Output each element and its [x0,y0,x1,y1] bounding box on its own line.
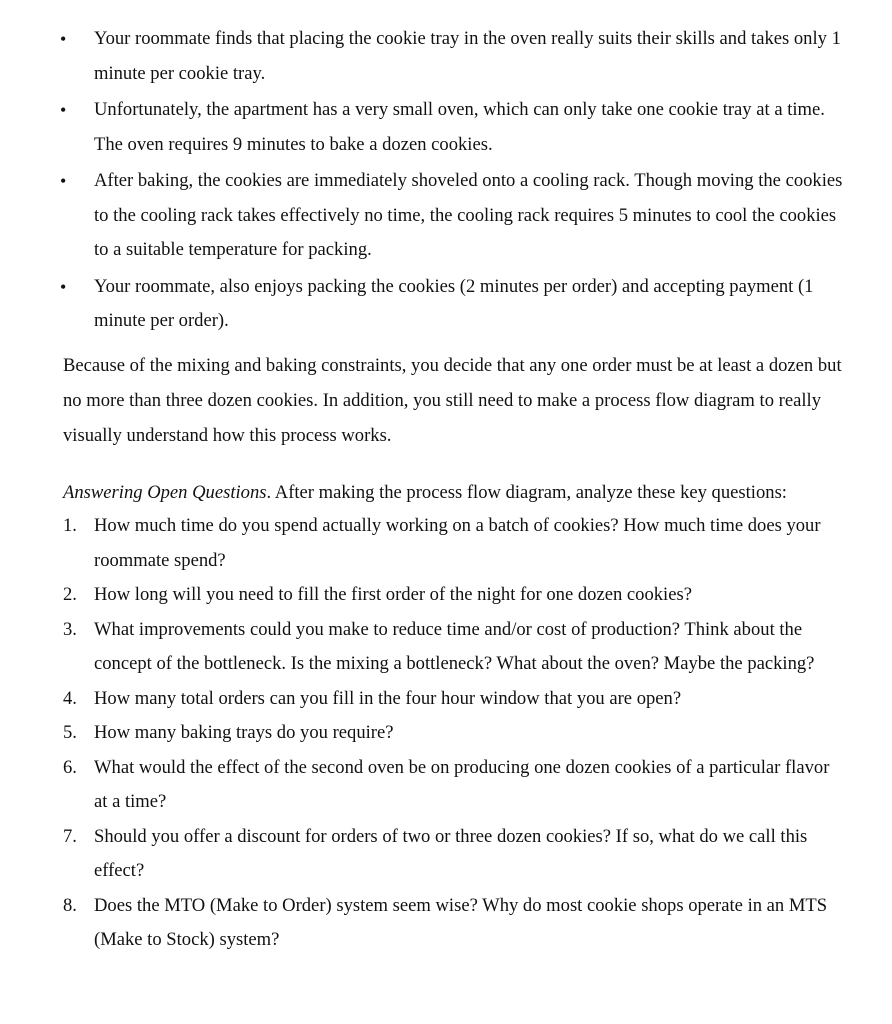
question-number: 6. [63,756,77,778]
questions-intro-lead: Answering Open Questions [63,482,267,503]
question-number: 7. [63,825,77,847]
question-number: 3. [63,618,77,640]
bullet-text: Your roommate, also enjoys packing the cookies (2 minutes per order) and accepting payment (1 minute per order). [94,275,814,331]
questions-intro-text: . After making the process flow diagram, analyze these key questions: [266,482,787,503]
question-item [0,682,892,717]
constraints-paragraph: Because of the mixing and baking constraints, you decide that any one order must be at least a dozen but no more than three dozen cookies. In addition, you still need to make a process flow diagram to really visually understand how this process works. [63,355,842,446]
question-number: 8. [63,894,77,916]
open-questions-list [0,509,892,958]
question-number: 2. [63,584,77,605]
bullet-text: After baking, the cookies are immediately shoveled onto a cooling rack. Though moving the cookies to the cooling rack takes effectively no time, the cooling rack requires 5 minutes to cool the cookies to a suitable temperature for packing. [94,170,843,260]
question-number: 4. [63,687,77,709]
bullet-item [0,22,892,91]
bullet-marker: • [60,100,67,120]
question-text: Does the MTO (Make to Order) system seem wise? Why do most cookie shops operate in an MTS (Make to Stock) system? [94,894,828,950]
question-number: 1. [63,515,77,536]
bullet-text: Your roommate finds that placing the cookie tray in the oven really suits their skills and takes only 1 minute per cookie tray. [94,28,841,84]
question-text: How long will you need to fill the first order of the night for one dozen cookies? [94,584,692,605]
question-item [0,509,892,578]
question-item [0,889,892,958]
bullet-item [0,270,892,339]
question-text: How much time do you spend actually working on a batch of cookies? How much time does your roommate spend? [94,515,821,571]
question-item [0,716,892,751]
process-details-bullet-list [0,22,892,341]
question-text: How many baking trays do you require? [94,722,394,743]
question-item [0,613,892,682]
question-item [0,751,892,820]
bullet-text: Unfortunately, the apartment has a very small oven, which can only take one cookie tray at a time. The oven requires 9 minutes to bake a dozen cookies. [94,99,825,155]
bullet-marker: • [60,171,67,191]
question-text: How many total orders can you fill in the four hour window that you are open? [94,687,682,709]
questions-intro-paragraph [63,476,853,511]
question-item [0,578,892,613]
bullet-item [0,164,892,268]
bullet-item [0,93,892,162]
bullet-marker: • [60,29,67,49]
question-text: What improvements could you make to reduce time and/or cost of production? Think about the concept of the bottleneck. Is the mixing a bottleneck? What about the oven? Maybe the packing? [94,618,815,674]
question-number: 5. [63,722,77,743]
question-text: Should you offer a discount for orders of two or three dozen cookies? If so, what do we call this effect? [94,825,808,881]
question-text: What would the effect of the second oven be on producing one dozen cookies of a particular flavor at a time? [94,756,830,812]
question-item [0,820,892,889]
bullet-marker: • [60,276,67,297]
